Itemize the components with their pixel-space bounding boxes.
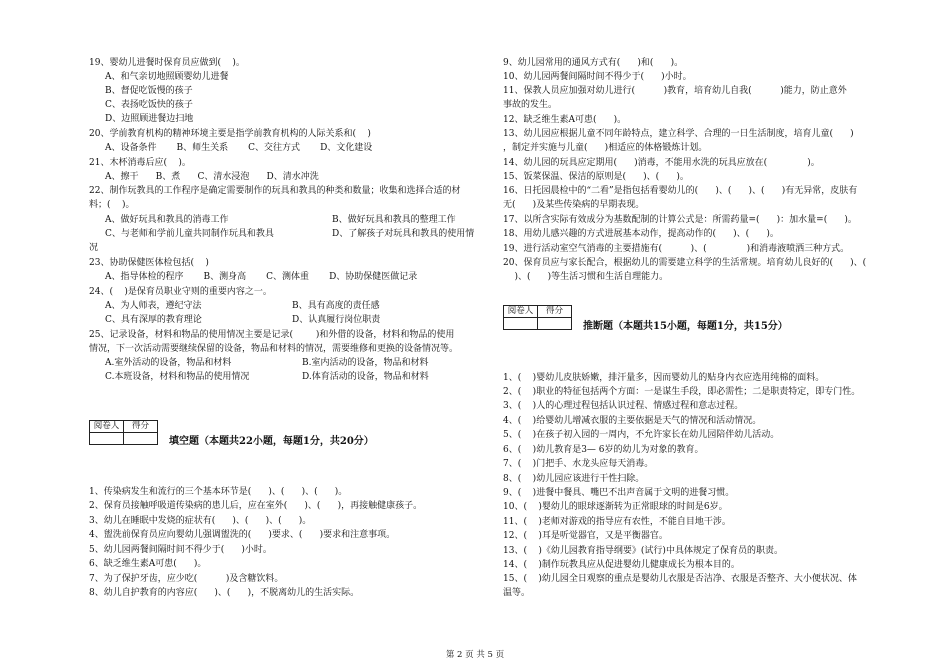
- fill-q5: 5、幼儿园两餐间隔时间不得少于( )小时。: [89, 545, 272, 555]
- fill-q13-cont: ，制定并实施与儿童( )相适应的体格锻炼计划。: [503, 143, 708, 153]
- fill-q7: 7、为了保护牙齿，应少吃( )及含糖饮料。: [89, 574, 284, 584]
- question-24-option-d: D、认真履行岗位职责: [292, 315, 381, 325]
- question-25-option-d: D.体育活动的设备，物品和材料: [302, 372, 429, 382]
- question-22-option-c: C、与老师和学前儿童共同制作玩具和教具: [105, 229, 274, 239]
- question-19-option-d: D、边照顾进餐边扫地: [105, 114, 194, 124]
- reviewer-cell: 阅卷人: [504, 306, 538, 318]
- judge-q5: 5、( )在孩子初入园的一周内，不允许家长在幼儿园陪伴幼儿活动。: [503, 430, 780, 440]
- question-25-option-c: C.本班设备，材料和物品的使用情况: [105, 372, 250, 382]
- fill-q4: 4、盥洗前保育员应向婴幼儿强调盥洗的( )要求、( )要求和注意事项。: [89, 530, 396, 540]
- question-23-options: A、指导体检的程序 B、测身高 C、测体重 D、协助保健医做记录: [105, 272, 418, 282]
- fill-q19: 19、进行活动室空气消毒的主要措施有( )、( )和消毒液喷洒三种方式。: [503, 244, 850, 254]
- fill-q13: 13、幼儿园应根据儿童不同年龄特点，建立科学、合理的一日生活制度，培育儿童( ): [503, 129, 854, 139]
- fill-q17: 17、以所含实际有效成分为基数配制的计算公式是：所需药量=( )：加水量=( )。: [503, 215, 857, 225]
- question-22-stem-line1: 22、制作玩教具的工作程序是确定需要制作的玩具和教具的种类和数量；收集和选择合适的材: [89, 186, 461, 196]
- question-24-option-c: C、具有深厚的教育理论: [105, 315, 202, 325]
- score-box-judge: [503, 305, 572, 330]
- question-22-option-b: B、做好玩具和教具的整理工作: [332, 215, 456, 225]
- fill-q16-cont: 无( )及某些传染病的早期表现。: [503, 200, 645, 210]
- judge-q10: 10、( )婴幼儿的眼球逐渐转为正常眼球的时间是6岁。: [503, 502, 728, 512]
- judge-q1: 1、( )婴幼儿皮肤娇嫩，排汗量多，因而婴幼儿的贴身内衣应选用纯棉的面料。: [503, 373, 825, 383]
- question-23-stem: 23、协助保健医体检包括( ): [89, 258, 209, 268]
- fill-q11: 11、保教人员应加强对幼儿进行( )教育，培育幼儿自我( )能力，防止意外: [503, 86, 847, 96]
- question-24-option-a: A、为人师表，遵纪守法: [105, 301, 202, 311]
- reviewer-blank: [90, 433, 124, 445]
- judge-q2: 2、( )职业的特征包括两个方面：一是谋生手段，即必需性；二是职责特定，即专门性。: [503, 387, 861, 397]
- question-19-stem: 19、婴幼儿进餐时保育员应做到( )。: [89, 58, 245, 68]
- question-24-stem: 24、( )是保育员职业守则的重要内容之一。: [89, 287, 272, 297]
- question-25-option-b: B.室内活动的设备，物品和材料: [302, 358, 429, 368]
- fill-q15: 15、饭菜保温、保洁的原则是( )、( )。: [503, 172, 689, 182]
- judge-section-title: 推断题（本题共15小题，每题1分，共15分）: [583, 321, 788, 332]
- reviewer-cell: 阅卷人: [90, 421, 124, 433]
- question-25-stem-line1: 25、记录设备，材料和物品的使用情况主要是记录( )和外借的设备，材料和物品的使用: [89, 330, 455, 340]
- fill-q8: 8、幼儿自护教育的内容应( )、( )，不脱离幼儿的生活实际。: [89, 588, 360, 598]
- question-19-option-a: A、和气亲切地照顾婴幼儿进餐: [105, 72, 229, 82]
- question-22-option-d: D、了解孩子对玩具和教具的使用情: [332, 229, 475, 239]
- fill-q9: 9、幼儿园常用的通风方式有( )和( )。: [503, 58, 684, 68]
- judge-q6: 6、( )幼儿教育是3— 6岁的幼儿为对象的教育。: [503, 445, 704, 455]
- judge-q11: 11、( )老师对游戏的指导应有农性，不能自目地干涉。: [503, 517, 731, 527]
- fill-q20: 20、保育员应与家长配合，根据幼儿的需要建立科学的生活常规。培育幼儿良好的( )、(: [503, 258, 867, 268]
- judge-q12: 12、( )耳是听觉器官，又是平衡器官。: [503, 531, 668, 541]
- fill-q12: 12、缺乏维生素A可患( )。: [503, 115, 627, 125]
- fill-q14: 14、幼儿园的玩具应定期用( )消毒，不能用水洗的玩具应放在( )。: [503, 158, 820, 168]
- reviewer-blank: [504, 318, 538, 330]
- question-24-option-b: B、具有高度的责任感: [292, 301, 380, 311]
- score-blank: [538, 318, 572, 330]
- fill-q11-cont: 事故的发生。: [503, 100, 558, 110]
- judge-q15: 15、( )幼儿园全日观察的重点是婴幼儿衣服是否洁净、衣服是否整齐、大小便状况、体: [503, 574, 857, 584]
- question-22-option-a: A、做好玩具和教具的消毒工作: [105, 215, 229, 225]
- page-footer: 第 2 页 共 5 页: [445, 650, 505, 660]
- question-25-option-a: A.室外活动的设备，物品和材料: [105, 358, 232, 368]
- judge-q14: 14、( )制作玩教具应从促进婴幼儿健康成长为根本目的。: [503, 560, 740, 570]
- question-22-stem-line2: 料；( )。: [89, 200, 135, 210]
- question-19-option-c: C、表扬吃饭快的孩子: [105, 100, 193, 110]
- question-20-stem: 20、学前教育机构的精神环境主要是指学前教育机构的人际关系和( ): [89, 129, 371, 139]
- fill-q1: 1、传染病发生和流行的三个基本环节是( )、( )、( )。: [89, 487, 348, 497]
- question-25-stem-line2: 情况，下一次活动需要继续保留的设备，物品和材料的情况，需要维修和更换的设备情况等。: [89, 344, 459, 354]
- judge-q4: 4、( )给婴幼儿增减衣服的主要依据是天气的情况和活动情况。: [503, 416, 762, 426]
- score-box-fill: [89, 420, 158, 445]
- fill-q16: 16、日托园晨检中的“二看”是指包括看婴幼儿的( )、( )、( )有无异常，皮肤有: [503, 186, 858, 196]
- judge-q8: 8、( )幼儿园应该进行干性扫除。: [503, 474, 645, 484]
- judge-q15-cont: 温等。: [503, 588, 531, 598]
- question-21-options: A、擦干 B、煮 C、清水浸泡 D、清水冲洗: [105, 172, 319, 182]
- question-20-options: A、设备条件 B、师生关系 C、交往方式 D、文化建设: [105, 143, 373, 153]
- fill-q18: 18、用幼儿感兴趣的方式进展基本动作，提高动作的( )、( )。: [503, 229, 779, 239]
- fill-q6: 6、缺乏维生素A可患( )。: [89, 559, 207, 569]
- judge-q9: 9、( )进餐中餐具、嘴巴不出声音属于文明的进餐习惯。: [503, 488, 735, 498]
- question-19-option-b: B、督促吃饭慢的孩子: [105, 86, 193, 96]
- fill-q3: 3、幼儿在睡眠中发烧的症状有( )、( )、( )。: [89, 516, 312, 526]
- fill-q10: 10、幼儿园两餐间隔时间不得少于( )小时。: [503, 72, 692, 82]
- fill-section-title: 填空题（本题共22小题，每题1分，共20分）: [169, 436, 374, 447]
- judge-q3: 3、( )人的心理过程包括认识过程、情感过程和意志过程。: [503, 401, 744, 411]
- score-cell: 得分: [538, 306, 572, 318]
- score-cell: 得分: [124, 421, 158, 433]
- question-22-option-d-wrap: 况: [89, 243, 99, 253]
- fill-q20-cont: )、( )等生活习惯和生活自理能力。: [503, 272, 669, 282]
- score-blank: [124, 433, 158, 445]
- judge-q7: 7、( )门把手、水龙头应每天消毒。: [503, 459, 654, 469]
- question-21-stem: 21、木杯消毒后应( )。: [89, 158, 191, 168]
- fill-q2: 2、保育员接触呼吸道传染病的患儿后，应在室外( )、( )，再接触健康孩子。: [89, 501, 423, 511]
- judge-q13: 13、( )《幼儿园教育指导纲要》(试行)中具体规定了保育员的职责。: [503, 546, 783, 556]
